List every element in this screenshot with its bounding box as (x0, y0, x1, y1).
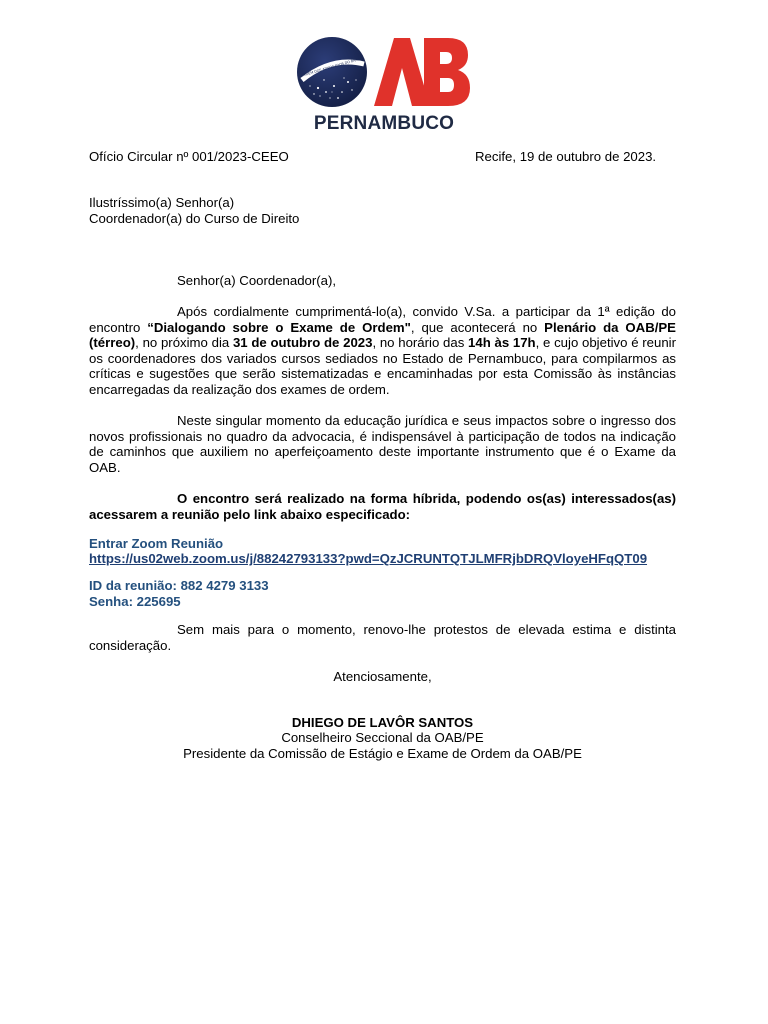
signatory-role-2: Presidente da Comissão de Estágio e Exame de Ordem da OAB/PE (183, 746, 582, 761)
body-paragraph-invitation: Após cordialmente cumprimentá-lo(a), convido V.Sa. a participar da 1ª edição do encontro “Dialogando sobre o Exame de Ordem", que acontecerá no Plenário da OAB/PE (térreo), no próximo dia 31 de outubro de 2023, no horário das 14h às 17h, e cujo objetivo é reunir os coordenadores dos variados cursos sediados no Estado de Pernambuco, para compilarmos as críticas e sugestões que serão sistematizadas e encaminhadas por esta Comissão às instâncias encarregadas da realização dos exames de ordem. (89, 304, 676, 397)
zoom-password: Senha: 225695 (89, 594, 181, 609)
logo-section-name: PERNAMBUCO (313, 113, 455, 134)
letter-a-shape (374, 38, 430, 106)
document-reference: Ofício Circular nº 001/2023-CEEO (89, 149, 289, 164)
body-paragraph-context: Neste singular momento da educação jurídica e seus impactos sobre o ingresso dos novos profissionais no quadro da advocacia, é indispensável à participação de todos na indicação de caminhos que auxiliem no aperfeiçoamento deste importante instrumento que é o Exame da OAB. (89, 413, 676, 475)
addressee-line-1: Ilustríssimo(a) Senhor(a) (89, 195, 235, 210)
letter-b-shape (424, 38, 470, 106)
addressee-line-2: Coordenador(a) do Curso de Direito (89, 211, 300, 226)
oab-logo-mark (296, 34, 472, 114)
signoff: Atenciosamente, (333, 669, 432, 684)
zoom-title: Entrar Zoom Reunião (89, 536, 224, 551)
signatory-role-1: Conselheiro Seccional da OAB/PE (281, 730, 484, 745)
closing-paragraph: Sem mais para o momento, renovo-lhe protestos de elevada estima e distinta consideração. (89, 622, 676, 653)
zoom-meeting-link[interactable]: https://us02web.zoom.us/j/88242793133?pwd=QzJCRUNTQTJLMFRjbDRQVloyeHFqQT09 (89, 551, 648, 566)
body-paragraph-hybrid: O encontro será realizado na forma híbrida, podendo os(as) interessados(as) acessarem a reunião pelo link abaixo especificado: (89, 491, 676, 522)
svg-text:ORDEM DOS ADVOGADOS DO BRASIL: ORDEM DOS ADVOGADOS DO BRASIL (300, 56, 363, 78)
oab-pe-logo (296, 34, 472, 134)
salutation: Senhor(a) Coordenador(a), (177, 273, 337, 288)
place-date: Recife, 19 de outubro de 2023. (475, 149, 657, 164)
zoom-meeting-id: ID da reunião: 882 4279 3133 (89, 578, 269, 593)
signatory-name: DHIEGO DE LAVÔR SANTOS (291, 715, 474, 730)
